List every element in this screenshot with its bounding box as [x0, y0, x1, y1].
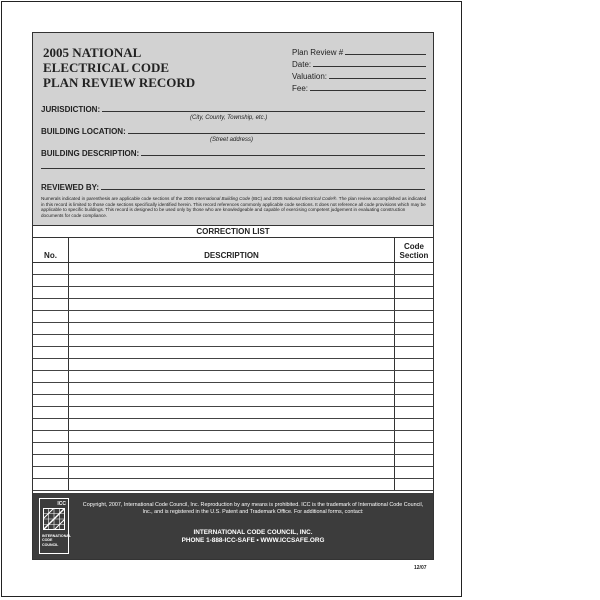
row-code-section-cell[interactable]	[395, 431, 433, 442]
row-description-cell[interactable]	[69, 479, 395, 490]
valuation-label: Valuation:	[292, 72, 327, 81]
row-description-cell[interactable]	[69, 263, 395, 274]
column-header-code-line-2: Section	[399, 251, 429, 260]
correction-table	[33, 237, 433, 491]
table-row	[33, 467, 433, 479]
table-row	[33, 323, 433, 335]
title-line-2: ELECTRICAL CODE	[43, 60, 170, 75]
logo-name-line-2: CODE COUNCIL	[42, 538, 59, 547]
row-no-cell[interactable]	[33, 371, 69, 382]
row-code-section-cell[interactable]	[395, 419, 433, 430]
row-description-cell[interactable]	[69, 443, 395, 454]
row-no-cell[interactable]	[33, 335, 69, 346]
form-header	[33, 33, 433, 226]
notes-nec: National Electrical Code	[283, 196, 333, 201]
row-code-section-cell[interactable]	[395, 347, 433, 358]
building-location-hint: (Street address)	[210, 137, 254, 143]
row-no-cell[interactable]	[33, 395, 69, 406]
table-row	[33, 335, 433, 347]
building-description-extra-line[interactable]	[41, 168, 425, 169]
row-code-section-cell[interactable]	[395, 383, 433, 394]
fee-field[interactable]	[292, 81, 426, 93]
form-title	[43, 45, 195, 90]
row-description-cell[interactable]	[69, 299, 395, 310]
row-no-cell[interactable]	[33, 275, 69, 286]
plan-review-number-field[interactable]	[292, 45, 426, 57]
logo-grid-icon	[43, 508, 65, 530]
row-no-cell[interactable]	[33, 407, 69, 418]
notes-part-1: Numerals indicated in parenthesis are applicable code sections of the 2006	[41, 196, 195, 201]
reviewed-by-line[interactable]	[101, 182, 425, 190]
building-description-line[interactable]	[141, 148, 425, 156]
copyright-text: Copyright, 2007, International Code Council, Inc. Reproduction by any means is prohibited. ICC is the trademark of International Code Council, Inc., and is registered in the U.S. Patent and Trademark Office. For additional forms, contact:	[82, 502, 424, 515]
jurisdiction-field[interactable]	[41, 102, 425, 114]
row-code-section-cell[interactable]	[395, 263, 433, 274]
correction-list-title: CORRECTION LIST	[196, 227, 270, 236]
row-code-section-cell[interactable]	[395, 395, 433, 406]
reviewed-by-label: REVIEWED BY:	[41, 183, 100, 192]
row-code-section-cell[interactable]	[395, 479, 433, 490]
row-code-section-cell[interactable]	[395, 455, 433, 466]
row-description-cell[interactable]	[69, 395, 395, 406]
row-description-cell[interactable]	[69, 323, 395, 334]
row-code-section-cell[interactable]	[395, 311, 433, 322]
correction-table-header	[33, 238, 433, 263]
row-no-cell[interactable]	[33, 323, 69, 334]
jurisdiction-line[interactable]	[102, 104, 425, 112]
table-row	[33, 347, 433, 359]
row-code-section-cell[interactable]	[395, 323, 433, 334]
table-row	[33, 395, 433, 407]
row-no-cell[interactable]	[33, 479, 69, 490]
table-row	[33, 455, 433, 467]
notes-ibc: International Building Code	[195, 196, 251, 201]
org-contact: PHONE 1-888-ICC-SAFE • WWW.ICCSAFE.ORG	[181, 537, 325, 544]
fee-label: Fee:	[292, 84, 309, 93]
column-header-code-section	[395, 238, 433, 262]
table-row	[33, 299, 433, 311]
notes-part-2: (IBC) and 2005	[250, 196, 284, 201]
row-description-cell[interactable]	[69, 275, 395, 286]
column-header-no: No.	[33, 238, 69, 262]
date-field[interactable]	[292, 57, 426, 69]
row-no-cell[interactable]	[33, 359, 69, 370]
table-row	[33, 359, 433, 371]
row-no-cell[interactable]	[33, 455, 69, 466]
row-description-cell[interactable]	[69, 455, 395, 466]
jurisdiction-label: JURISDICTION:	[41, 105, 101, 114]
table-row	[33, 407, 433, 419]
building-location-line[interactable]	[128, 126, 425, 134]
table-row	[33, 275, 433, 287]
disclaimer-notes	[41, 196, 427, 218]
title-line-3: PLAN REVIEW RECORD	[43, 75, 196, 90]
table-row	[33, 383, 433, 395]
row-no-cell[interactable]	[33, 431, 69, 442]
building-location-field[interactable]	[41, 124, 425, 136]
building-description-label: BUILDING DESCRIPTION:	[41, 149, 140, 158]
form-footer	[33, 493, 433, 559]
date-label: Date:	[292, 60, 312, 69]
correction-table-body	[33, 263, 433, 491]
row-no-cell[interactable]	[33, 311, 69, 322]
title-line-1: 2005 NATIONAL	[43, 45, 142, 60]
table-row	[33, 479, 433, 491]
logo-name	[42, 534, 72, 547]
row-description-cell[interactable]	[69, 407, 395, 418]
row-no-cell[interactable]	[33, 347, 69, 358]
row-code-section-cell[interactable]	[395, 335, 433, 346]
row-no-cell[interactable]	[33, 287, 69, 298]
row-code-section-cell[interactable]	[395, 371, 433, 382]
logo-abbr: ICC	[57, 501, 66, 507]
row-no-cell[interactable]	[33, 299, 69, 310]
row-code-section-cell[interactable]	[395, 275, 433, 286]
column-header-description: DESCRIPTION	[69, 238, 395, 262]
plan-review-number-line[interactable]	[345, 47, 426, 55]
date-code: 12/07	[414, 565, 427, 571]
row-description-cell[interactable]	[69, 431, 395, 442]
row-description-cell[interactable]	[69, 359, 395, 370]
row-code-section-cell[interactable]	[395, 443, 433, 454]
row-description-cell[interactable]	[69, 419, 395, 430]
table-row	[33, 431, 433, 443]
row-no-cell[interactable]	[33, 443, 69, 454]
row-description-cell[interactable]	[69, 383, 395, 394]
table-row	[33, 263, 433, 275]
row-code-section-cell[interactable]	[395, 407, 433, 418]
jurisdiction-hint: (City, County, Township, etc.)	[190, 115, 268, 121]
row-description-cell[interactable]	[69, 311, 395, 322]
plan-review-number-label: Plan Review #	[292, 48, 344, 57]
row-description-cell[interactable]	[69, 335, 395, 346]
reviewed-by-field[interactable]	[41, 180, 425, 192]
row-no-cell[interactable]	[33, 383, 69, 394]
table-row	[33, 287, 433, 299]
row-code-section-cell[interactable]	[395, 467, 433, 478]
logo-name-line-1: INTERNATIONAL	[42, 534, 72, 538]
table-row	[33, 443, 433, 455]
fee-line[interactable]	[310, 83, 426, 91]
icc-logo-icon	[39, 498, 72, 554]
row-description-cell[interactable]	[69, 371, 395, 382]
row-no-cell[interactable]	[33, 467, 69, 478]
org-block	[77, 529, 429, 545]
row-description-cell[interactable]	[69, 347, 395, 358]
table-row	[33, 311, 433, 323]
row-no-cell[interactable]	[33, 419, 69, 430]
column-header-code-line-1: Code	[404, 242, 424, 251]
row-code-section-cell[interactable]	[395, 299, 433, 310]
notes-part-3: ®. The plan review accomplished as indicated in this record is limited to those code sections specifically identified herein. This record references commonly applicable code sections. It does not reference all code provisions which may be applicable to specific buildings. This record is designed to be used only by those who are knowledgeable and capable of exercising competent judgement in evaluating construction documents for code compliance.	[41, 196, 427, 218]
building-location-label: BUILDING LOCATION:	[41, 127, 126, 136]
building-description-field[interactable]	[41, 146, 425, 158]
row-description-cell[interactable]	[69, 467, 395, 478]
row-code-section-cell[interactable]	[395, 359, 433, 370]
valuation-field[interactable]	[292, 69, 426, 81]
org-name: INTERNATIONAL CODE COUNCIL, INC.	[193, 529, 313, 536]
table-row	[33, 419, 433, 431]
valuation-line[interactable]	[329, 71, 426, 79]
row-description-cell[interactable]	[69, 287, 395, 298]
row-no-cell[interactable]	[33, 263, 69, 274]
table-row	[33, 371, 433, 383]
plan-review-form	[32, 32, 434, 560]
row-code-section-cell[interactable]	[395, 287, 433, 298]
date-line[interactable]	[313, 59, 426, 67]
